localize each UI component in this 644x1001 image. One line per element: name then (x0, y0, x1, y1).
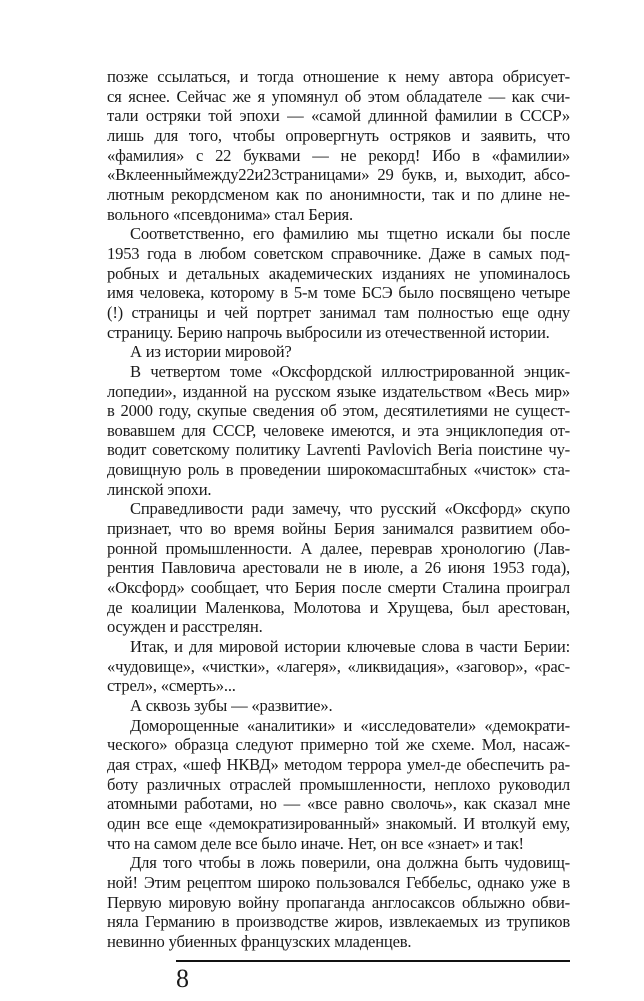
text-line: что на самом деле все было иначе. Нет, он все «знает» и так! (107, 833, 524, 853)
body-text (107, 67, 570, 952)
text-line: ной! Этим рецептом широко пользовался Геббельс, однако уже в (107, 872, 570, 892)
paragraph (107, 362, 570, 500)
paragraph (107, 67, 570, 224)
text-line: лишь для того, чтобы опровергнуть остряков и заявить, что (107, 125, 570, 145)
text-line: осужден и расстрелян. (107, 617, 263, 637)
text-line: «чудовище», «чистки», «лагеря», «ликвидация», «заговор», «рас- (107, 656, 570, 676)
text-line: лопедии», изданной на русском языке издательством «Весь мир» (107, 381, 570, 401)
text-line: де коалиции Маленкова, Молотова и Хрущева, был арестован, (107, 597, 570, 617)
text-line: Итак, и для мировой истории ключевые слова в части Берии: (130, 637, 570, 657)
text-line: няла Германию в производстве жиров, извлекаемых из трупиков (107, 912, 570, 932)
text-line: невинно убиенных французских младенцев. (107, 931, 412, 951)
text-line: один все еще «демократизированный» знакомый. И втолкуй ему, (107, 813, 570, 833)
text-line: Соответственно, его фамилию мы тщетно искали бы после (130, 224, 570, 244)
text-line: атомными работами, но — «все равно сволочь», как сказал мне (107, 794, 570, 814)
text-line: дая страх, «шеф НКВД» методом террора умел-де обеспечить ра- (107, 754, 570, 774)
page (107, 67, 570, 994)
text-line: Доморощенные «аналитики» и «исследователи» «демократи- (130, 715, 570, 735)
page-number: 8 (176, 963, 189, 993)
text-line: ся яснее. Сейчас же я упомянул об этом обладателе — как счи- (107, 86, 570, 106)
text-line: стрел», «смерть»... (107, 676, 236, 696)
text-line: рентия Павловича арестовали не в июле, а 26 июня 1953 года), (107, 558, 570, 578)
text-line: довищную роль в проведении широкомасштабных «чисток» ста- (107, 460, 570, 480)
text-line: признает, что во время войны Берия занимался развитием обо- (107, 519, 570, 539)
text-line: 1953 года в любом советском справочнике. Даже в самых под- (107, 243, 570, 263)
footer-rule (176, 960, 570, 962)
text-line: (!) страницы и чей портрет занимал там полностью еще одну (107, 302, 570, 322)
paragraph (107, 224, 570, 342)
text-line: «фамилия» с 22 буквами — не рекорд! Ибо в «фамилии» (107, 145, 570, 165)
text-line: Для того чтобы в ложь поверили, она должна быть чудовищ- (130, 853, 570, 873)
text-line: ческого» образца следуют примерно той же схеме. Мол, насаж- (107, 735, 570, 755)
text-line: имя человека, которому в 5-м томе БСЭ было посвящено четыре (107, 283, 570, 303)
text-line: страницу. Берию напрочь выбросили из отечественной истории. (107, 322, 550, 342)
paragraph (107, 637, 570, 696)
text-line: ронной промышленности. А далее, переврав хронологию (Лав- (107, 538, 570, 558)
paragraph (107, 696, 570, 716)
text-line: В четвертом томе «Оксфордской иллюстрированной энцик- (130, 361, 570, 381)
text-line: тали остряки той эпохи — «самой длинной фамилии в СССР» (107, 106, 570, 126)
text-line: «Оксфорд» сообщает, что Берия после смерти Сталина проиграл (107, 578, 570, 598)
paragraph (107, 716, 570, 854)
text-line: робных и детальных академических изданиях не упоминалось (107, 263, 570, 283)
text-line: Первую мировую войну пропаганда англосаксов облыжно обви- (107, 892, 570, 912)
paragraph (107, 853, 570, 951)
text-line: А сквозь зубы — «развитие». (130, 696, 333, 715)
text-line: линской эпохи. (107, 479, 212, 499)
text-line: вольного «псевдонима» стал Берия. (107, 204, 353, 224)
page-footer (176, 960, 570, 994)
text-line: вовавшем для СССР, человеке имеются, и эта энциклопедия от- (107, 420, 570, 440)
paragraph (107, 499, 570, 637)
text-line: боту различных отраслей промышленности, неплохо руководил (107, 774, 570, 794)
text-line: «Вклеенныймежду22и23страницами» 29 букв, и, выходит, абсо- (107, 165, 570, 185)
text-line: позже ссылаться, и тогда отношение к нему автора обрисует- (107, 67, 570, 86)
text-line: в 2000 году, скупые сведения об этом, десятилетиями не сущест- (107, 401, 570, 421)
text-line: водит советскому политику Lavrenti Pavlovich Beria поистине чу- (107, 440, 570, 460)
text-line: А из истории мировой? (130, 342, 292, 362)
text-line: лютным рекордсменом как по анонимности, так и по длине не- (107, 184, 570, 204)
text-line: Справедливости ради замечу, что русский «Оксфорд» скупо (130, 499, 570, 519)
paragraph (107, 342, 570, 362)
